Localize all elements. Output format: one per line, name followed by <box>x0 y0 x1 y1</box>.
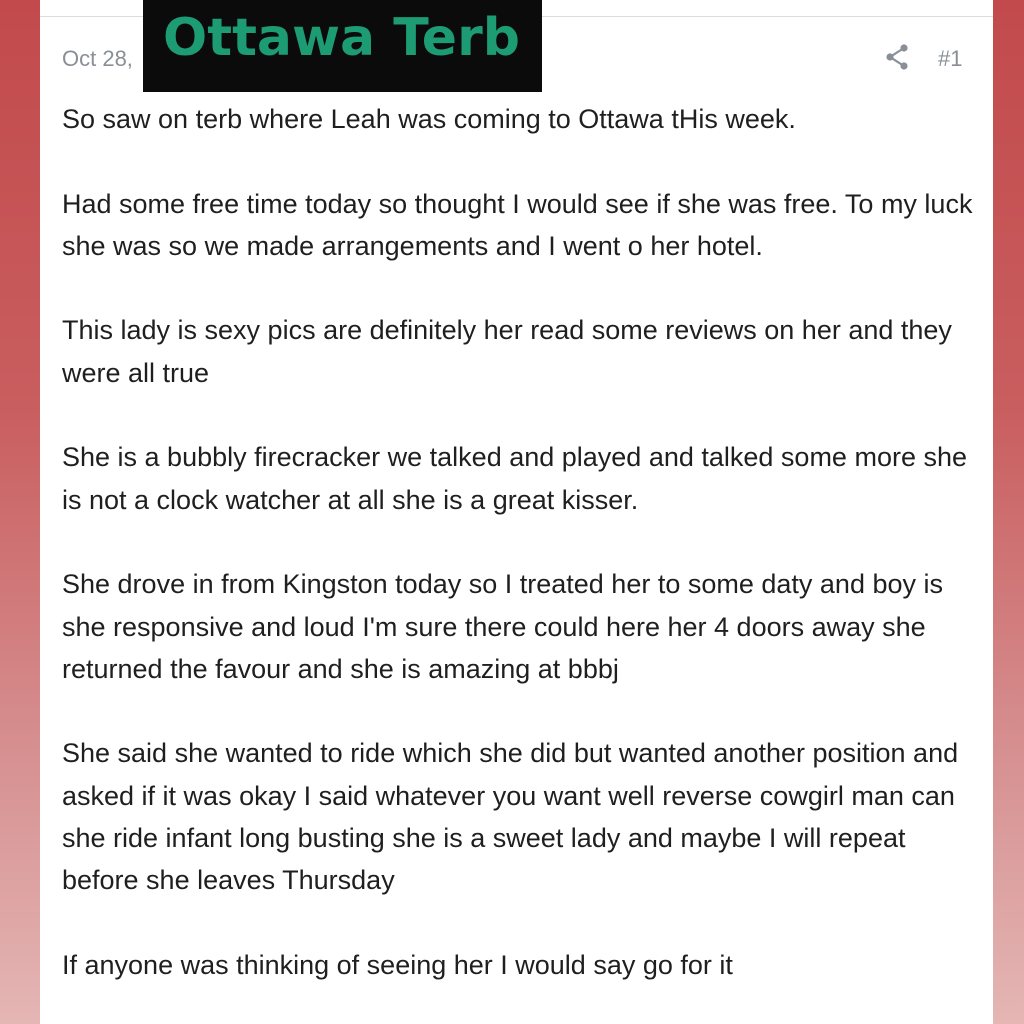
post-number-link[interactable]: #1 <box>938 46 963 71</box>
post-body <box>62 98 977 1024</box>
forum-post-card <box>40 0 993 1024</box>
post-paragraph: Had some free time today so thought I would see if she was free. To my luck she was so we made arrangements and I went o her hotel. <box>62 188 973 261</box>
post-paragraph: This lady is sexy pics are definitely her read some reviews on her and they were all true <box>62 315 952 388</box>
title-overlay-banner <box>143 0 542 92</box>
post-paragraph: So saw on terb where Leah was coming to Ottawa tHis week. <box>62 104 796 134</box>
post-date: Oct 28, <box>62 46 133 71</box>
post-paragraph: If anyone was thinking of seeing her I would say go for it <box>62 949 733 980</box>
share-icon[interactable] <box>884 43 910 71</box>
post-paragraph: She said she wanted to ride which she did but wanted another position and asked if it was okay I said whatever you want well reverse cowgirl man can she ride infant long busting she is a sweet lady and maybe I will repeat before she leaves Thursday <box>62 738 959 896</box>
overlay-title: Ottawa Terb <box>163 8 520 68</box>
post-paragraph: She drove in from Kingston today so I treated her to some daty and boy is she responsive and loud I'm sure there could here her 4 doors away she returned the favour and she is amazing at bbbj <box>62 569 943 684</box>
post-paragraph: She is a bubbly firecracker we talked and played and talked some more she is not a clock watcher at all she is a great kisser. <box>62 442 968 515</box>
